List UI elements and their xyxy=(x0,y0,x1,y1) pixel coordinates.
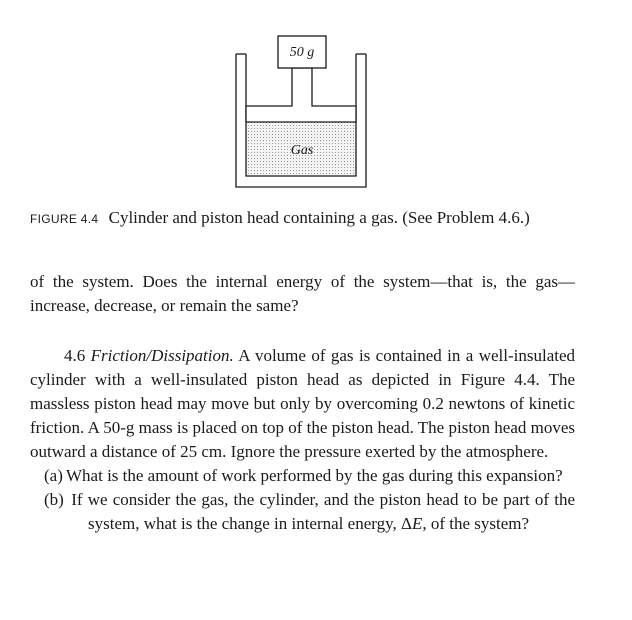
cylinder-piston-diagram xyxy=(226,34,376,194)
problem-statement xyxy=(30,344,575,464)
figure-caption-label: FIGURE 4.4 xyxy=(30,212,99,226)
mass-label: 50 g xyxy=(289,45,315,60)
problem-part-b: (b) If we consider the gas, the cylinder, and the piston head to be part of the system, what is the change in internal energy, ΔE, of the system? xyxy=(44,490,576,533)
figure-caption xyxy=(30,207,620,230)
figure-caption-text: Cylinder and piston head containing a gas. (See Problem 4.6.) xyxy=(108,208,530,227)
gas-label: Gas xyxy=(290,143,314,158)
energy-variable: E xyxy=(411,514,423,533)
part-text: What is the amount of work performed by the gas during this expansion? xyxy=(66,466,563,485)
intro-paragraph: of the system. Does the internal energy of the system—that is, the gas—increase, decrease, or remain the same? xyxy=(30,272,575,315)
problem-title: Friction/Dissipation. xyxy=(90,346,234,365)
part-text: If we consider the gas, the cylinder, and the piston head to be part of the system, what is the change in internal energy, Δ xyxy=(71,490,576,533)
piston-head xyxy=(246,68,356,122)
problem-part-a: (a) What is the amount of work performed by the gas during this expansion? xyxy=(44,466,563,485)
cylinder-piston-figure xyxy=(226,34,376,194)
problem-number: 4.6 xyxy=(64,346,86,365)
part-text-end: , of the system? xyxy=(422,514,530,533)
problem-4-6 xyxy=(30,344,575,536)
problem-body-text: A volume of gas is contained in a well-insulated cylinder with a well-insulated piston head as depicted in Figure 4.4. The massless piston head may move but only by overcoming 0.2 newtons of kinetic friction. A 50-g mass is placed on top of the piston head. The piston head moves outward a distance of 25 cm. Ignore the pressure exerted by the atmosphere. xyxy=(30,346,576,461)
